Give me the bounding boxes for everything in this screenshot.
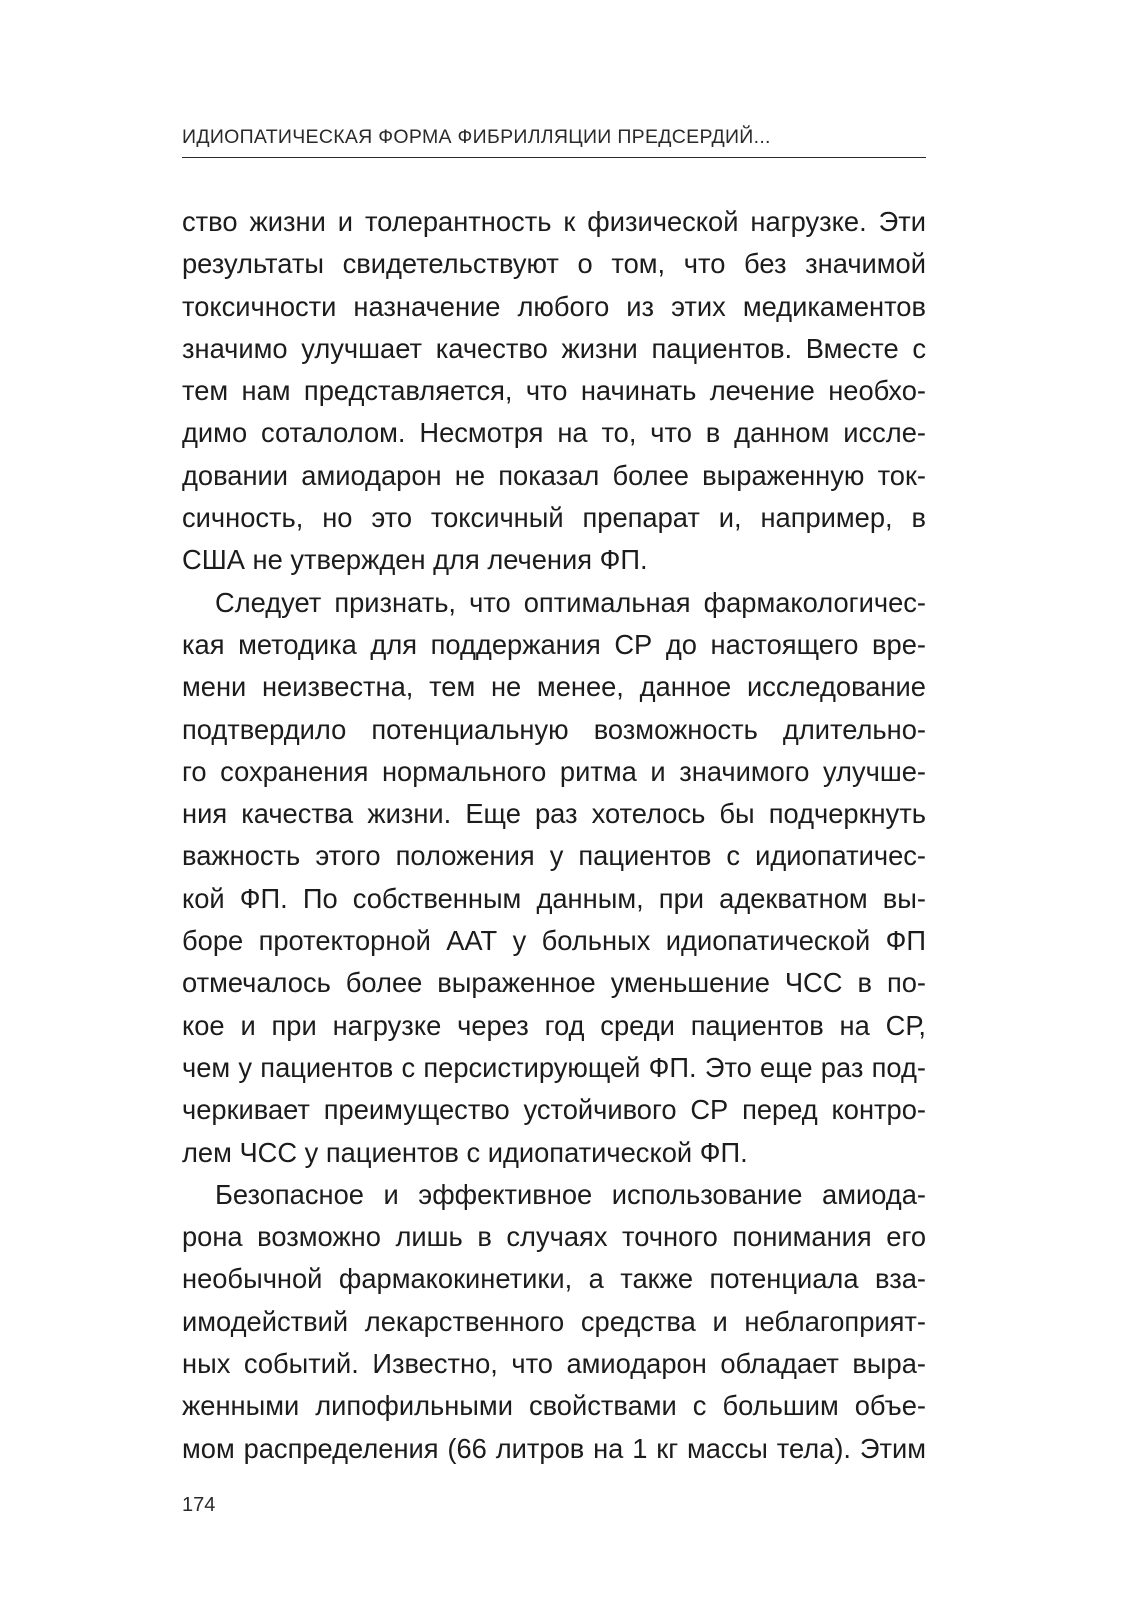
text-line: США не утвержден для лечения ФП. — [182, 544, 648, 576]
text-line: го сохранения нормального ритма и значимого улучше- — [182, 755, 926, 787]
text-line: женными липофильными свойствами с большим объе- — [182, 1390, 926, 1422]
paragraph-start-line: Следует признать, что оптимальная фармакологичес- — [215, 586, 926, 618]
text-line: черкивает преимущество устойчивого СР перед контро- — [182, 1094, 926, 1126]
text-line: результаты свидетельствуют о том, что без значимой — [182, 248, 926, 280]
text-line: сичность, но это токсичный препарат и, например, в — [182, 502, 926, 534]
text-line: необычной фармакокинетики, а также потенциала вза- — [182, 1263, 926, 1295]
paragraph-start-line: Безопасное и эффективное использование амиода- — [215, 1178, 926, 1210]
text-line: мени неизвестна, тем не менее, данное исследование — [182, 671, 926, 703]
text-line: чем у пациентов с персистирующей ФП. Это еще раз под- — [182, 1051, 926, 1083]
text-line: рона возможно лишь в случаях точного понимания его — [182, 1221, 926, 1253]
page-number: 174 — [182, 1494, 216, 1516]
text-line: имодействий лекарственного средства и неблагоприят- — [182, 1305, 926, 1337]
text-line: мом распределения (66 литров на 1 кг массы тела). Этим — [182, 1432, 926, 1464]
header-divider — [182, 157, 926, 158]
text-line: боре протекторной ААТ у больных идиопатической ФП — [182, 925, 926, 957]
text-line: лем ЧСС у пациентов с идиопатической ФП. — [182, 1136, 748, 1168]
running-head-title: ИДИОПАТИЧЕСКАЯ ФОРМА ФИБРИЛЛЯЦИИ ПРЕДСЕРДИЙ... — [182, 126, 771, 148]
text-line: значимо улучшает качество жизни пациентов. Вместе с — [182, 332, 926, 364]
text-line: довании амиодарон не показал более выраженную ток- — [182, 459, 926, 491]
text-line: ство жизни и толерантность к физической нагрузке. Эти — [182, 206, 926, 237]
text-line: ных событий. Известно, что амиодарон обладает выра- — [182, 1348, 926, 1380]
text-line: ния качества жизни. Еще раз хотелось бы подчеркнуть — [182, 798, 926, 830]
text-line: важность этого положения у пациентов с идиопатичес- — [182, 840, 926, 872]
text-line: кое и при нагрузке через год среди пациентов на СР, — [182, 1009, 926, 1041]
text-line: тем нам представляется, что начинать лечение необхо- — [182, 375, 926, 407]
text-line: кой ФП. По собственным данным, при адекватном вы- — [182, 882, 926, 914]
text-line: кая методика для поддержания СР до настоящего вре- — [182, 628, 926, 660]
text-line: подтвердило потенциальную возможность длительно- — [182, 713, 926, 745]
body-text — [182, 201, 926, 1470]
text-line: токсичности назначение любого из этих медикаментов — [182, 290, 926, 322]
text-line: димо соталолом. Несмотря на то, что в данном иссле- — [182, 417, 926, 449]
text-line: отмечалось более выраженное уменьшение ЧСС в по- — [182, 967, 926, 999]
